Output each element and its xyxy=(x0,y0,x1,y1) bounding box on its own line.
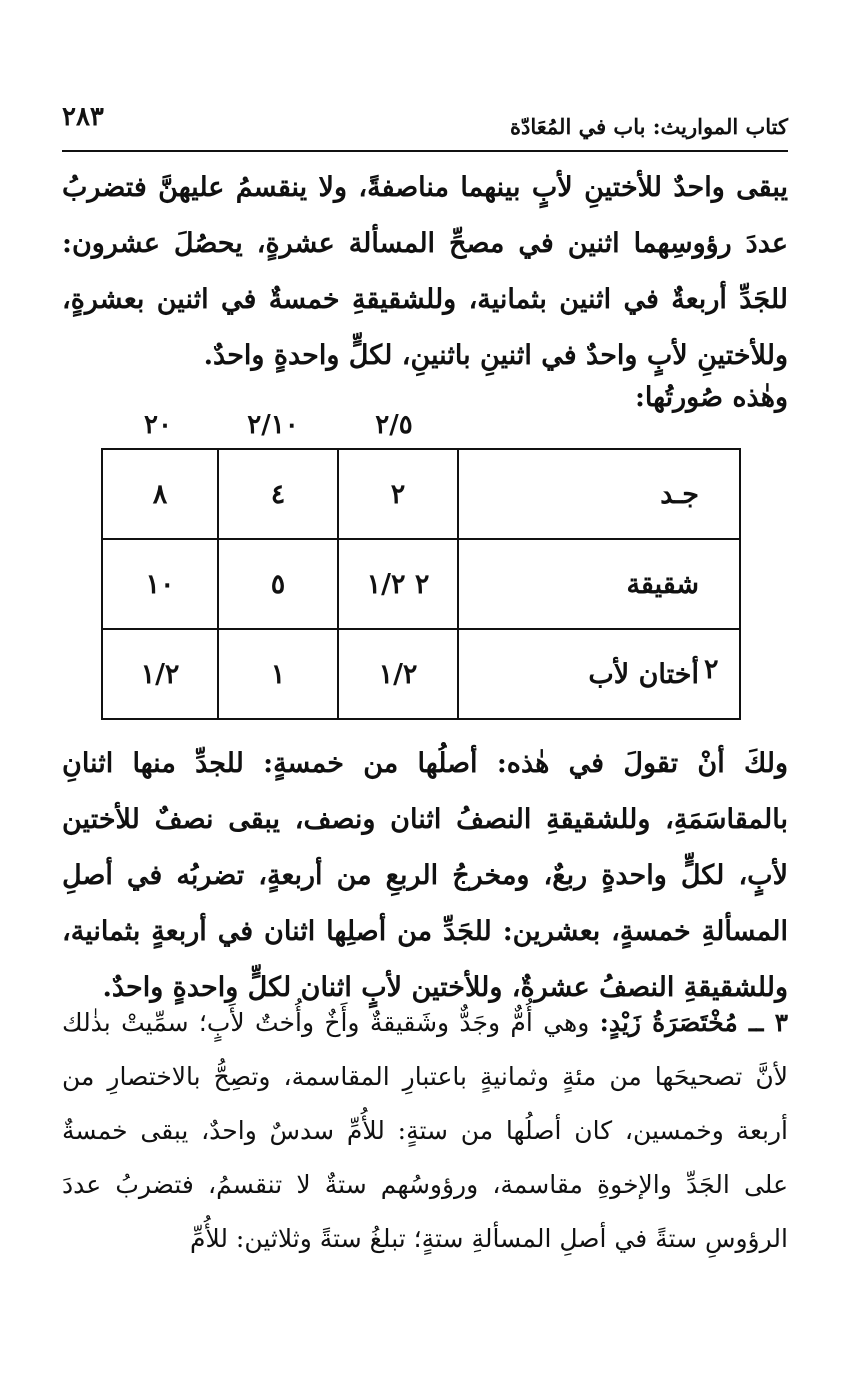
row-label: أختان لأب xyxy=(458,629,740,719)
paragraph-3 xyxy=(62,996,788,1266)
row-label: جـد xyxy=(458,449,740,539)
paragraph-3-body: وهي أُمٌّ وجَدٌّ وشَقيقةٌ وأَخٌ وأُختٌ لأَبٍ؛ سمِّيتْ بذٰلك لأنَّ تصحيحَها من مئةٍ وثمانيةٍ باعتبارِ المقاسمة، وتصِحُّ بالاختصارِ من أربعة وخمسين، كان أصلُها من ستةٍ: للأُمِّ سدسٌ واحدٌ، يبقى خمسةٌ على الجَدِّ والإخوةِ مقاسمة، ورؤوسُهم ستةٌ لا تنقسمُ، فتضربُ عددَ الرؤوسِ ستةً في أصلِ المسألةِ ستةٍ؛ تبلغُ ستةً وثلاثين: للأُمِّ xyxy=(62,1008,788,1253)
table-cell: ١/٢ xyxy=(102,629,218,719)
column-header-1: ٢/٥ xyxy=(375,410,413,440)
table-cell: ٢ xyxy=(338,449,458,539)
table-cell: ١/٢ xyxy=(338,629,458,719)
table-caption: وهٰذه صُورتُها: xyxy=(634,382,788,413)
running-title: كتاب المواريث: باب في المُعَادّة xyxy=(510,114,788,139)
inheritance-table xyxy=(101,448,741,720)
table-row xyxy=(102,539,740,629)
table-cell: ١٠ xyxy=(102,539,218,629)
page-number: ٢٨٣ xyxy=(62,102,104,132)
paragraph-1: يبقى واحدٌ للأختينِ لأبٍ بينهما مناصفةً، ولا ينقسمُ عليهنَّ فتضربُ عددَ رؤوسِهما اثنين في مصحِّ المسألة عشرةٍ، يحصُلَ عشرون: للجَدِّ أربعةٌ في اثنين بثمانية، وللشقيقةِ خمسةٌ في اثنين بعشرةٍ، وللأختينِ لأبٍ واحدٌ في اثنينِ باثنينِ، لكلٍّ واحدةٍ واحدٌ. xyxy=(62,172,788,371)
header-rule xyxy=(62,150,788,152)
table-cell: ٢ ١/٢ xyxy=(338,539,458,629)
column-header-3: ٢٠ xyxy=(144,410,172,440)
table-cell: ٨ xyxy=(102,449,218,539)
row-multiplier: ٢ xyxy=(704,654,719,685)
column-header-2: ٢/١٠ xyxy=(247,410,299,440)
page-header xyxy=(62,100,788,148)
section-heading: ٣ ــ مُخْتَصَرَةُ زَيْدٍ: xyxy=(599,1008,788,1037)
table-row xyxy=(102,629,740,719)
table-row xyxy=(102,449,740,539)
table-cell: ٥ xyxy=(218,539,338,629)
row-label: شقيقة xyxy=(458,539,740,629)
paragraph-2: ولكَ أنْ تقولَ في هٰذه: أصلُها من خمسةٍ: للجدِّ منها اثنانِ بالمقاسَمَةِ، وللشقيقةِ النصفُ اثنان ونصف، يبقى نصفٌ للأختين لأبٍ، لكلٍّ واحدةٍ ربعٌ، ومخرجُ الربعِ من أربعةٍ، تضربُه في أصلِ المسألةِ خمسةٍ، بعشرين: للجَدِّ من أصلِها اثنان في أربعةٍ بثمانية، وللشقيقةِ النصفُ عشرةٌ، وللأختين لأبٍ اثنان لكلٍّ واحدةٍ واحدٌ. xyxy=(62,748,788,1003)
table-cell: ١ xyxy=(218,629,338,719)
table-cell: ٤ xyxy=(218,449,338,539)
